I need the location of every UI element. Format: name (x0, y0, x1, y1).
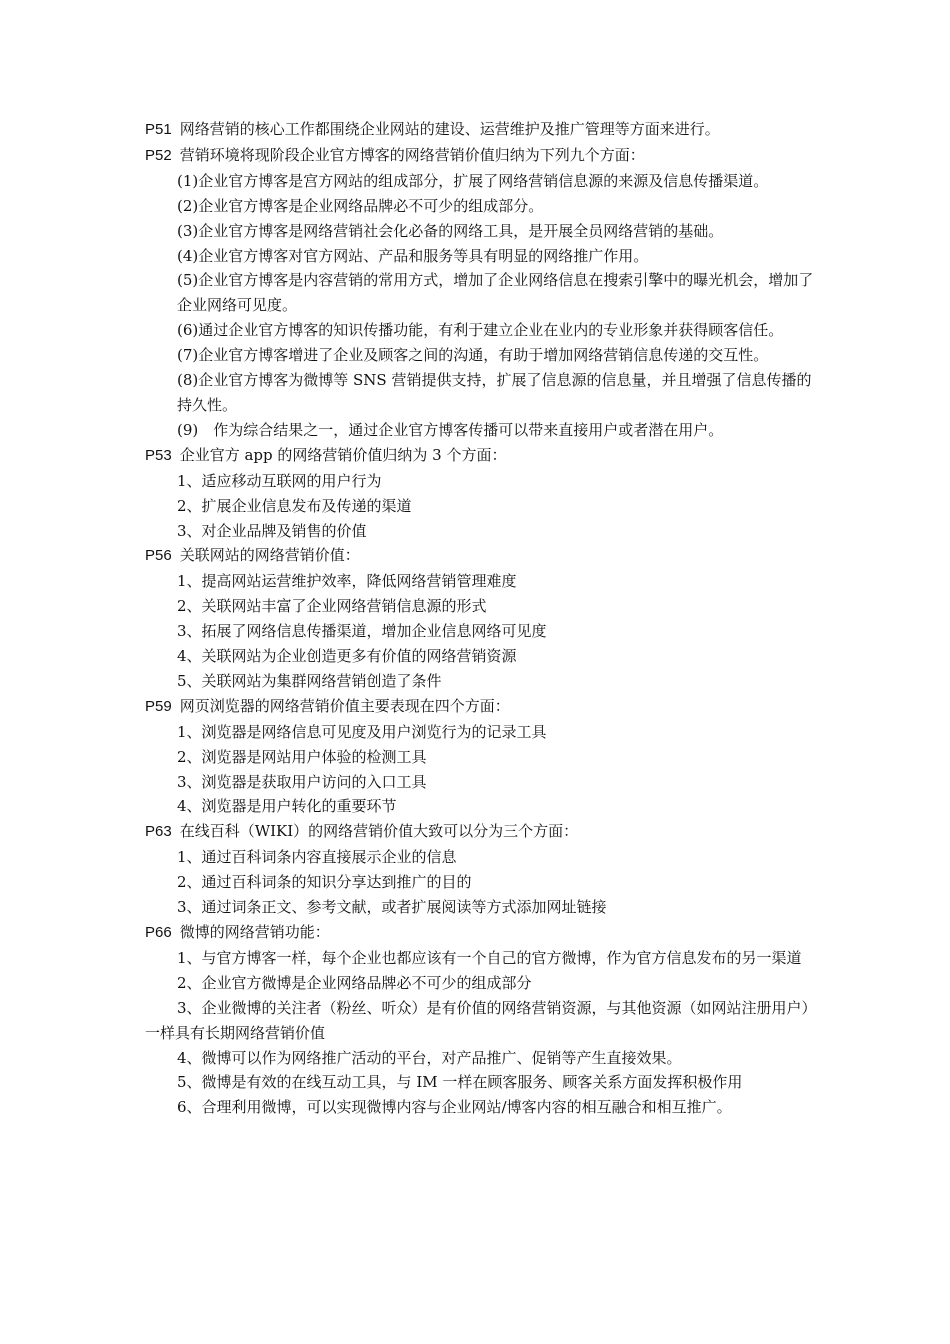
list-item: 1、适应移动互联网的用户行为 (177, 471, 382, 490)
list-item: 3、拓展了网络信息传播渠道，增加企业信息网络可见度 (177, 622, 547, 641)
heading-text: 网页浏览器的网络营销价值主要表现在四个方面： (179, 696, 510, 715)
list-item: 1、提高网站运营维护效率，降低网络营销管理难度 (177, 572, 517, 591)
page-ref: P51 (145, 121, 172, 138)
list-item: 1、与官方博客一样，每个企业也都应该有一个自己的官方微博，作为官方信息发布的另一渠道 (177, 948, 802, 967)
list-item: 2、企业官方微博是企业网络品牌必不可少的组成部分 (177, 973, 532, 992)
list-item: (1)企业官方博客是宫方网站的组成部分，扩展了网络营销信息源的来源及信息传播渠道。 (177, 171, 769, 190)
document-body (145, 117, 815, 1120)
list-item: 3、通过词条正文、参考文献，或者扩展阅读等方式添加网址链接 (177, 898, 607, 917)
list-item: (9) 作为综合结果之一，通过企业官方博客传播可以带来直接用户或者潜在用户。 (177, 420, 724, 439)
section-heading-p59 (145, 694, 815, 720)
section-heading-p66 (145, 920, 815, 946)
list-item: 5、关联网站为集群网络营销创造了条件 (177, 671, 442, 690)
list-item: 4、关联网站为企业创造更多有价值的网络营销资源 (177, 647, 517, 666)
list-item: 4、微博可以作为网络推广活动的平台，对产品推广、促销等产生直接效果。 (177, 1048, 682, 1067)
list-item: 2、浏览器是网站用户体验的检测工具 (177, 747, 427, 766)
list-item: 3、浏览器是获取用户访问的入口工具 (177, 772, 427, 791)
list-item: (3)企业官方博客是网络营销社会化必备的网络工具，是开展全员网络营销的基础。 (177, 221, 724, 240)
page-ref: P52 (145, 146, 172, 164)
list-item: (4)企业官方博客对官方网站、产品和服务等具有明显的网络推广作用。 (177, 246, 649, 265)
list-item: 2、通过百科词条的知识分享达到推广的目的 (177, 873, 472, 892)
list-item: (8)企业官方博客为微博等 SNS 营销提供支持，扩展了信息源的信息量，并且增强了信息传播的持久性。 (177, 371, 812, 414)
section-heading-p63 (145, 819, 815, 845)
list-item: 6、合理利用微博，可以实现微博内容与企业网站/博客内容的相互融合和相互推广。 (177, 1098, 732, 1117)
list-item: 2、关联网站丰富了企业网络营销信息源的形式 (177, 597, 487, 616)
list-item: 3、企业微博的关注者（粉丝、听众）是有价值的网络营销资源，与其他资源（如网站注册用户）一样具有长期网络营销价值 (145, 998, 810, 1042)
page-ref: P59 (145, 697, 172, 715)
page-ref: P56 (145, 547, 172, 565)
section-heading-p56 (145, 543, 815, 569)
heading-text: 关联网站的网络营销价值： (179, 546, 360, 565)
list-item: 1、浏览器是网络信息可见度及用户浏览行为的记录工具 (177, 722, 547, 741)
list-item: 1、通过百科词条内容直接展示企业的信息 (177, 848, 457, 867)
heading-text: 营销环境将现阶段企业官方博客的网络营销价值归纳为下列九个方面： (179, 145, 645, 164)
list-item: 3、对企业品牌及销售的价值 (177, 521, 367, 540)
heading-text: 微博的网络营销功能： (179, 923, 330, 941)
list-item: (7)企业官方博客增进了企业及顾客之间的沟通，有助于增加网络营销信息传递的交互性。 (177, 346, 769, 365)
heading-text: 网络营销的核心工作都围绕企业网站的建设、运营维护及推广管理等方面来进行。 (179, 120, 720, 138)
heading-text: 企业官方 app 的网络营销价值归纳为 3 个方面： (179, 445, 507, 464)
section-heading-p53 (145, 443, 815, 469)
section-heading-p52 (145, 143, 815, 169)
list-item: 2、扩展企业信息发布及传递的渠道 (177, 496, 412, 515)
heading-text: 在线百科（WIKI）的网络营销价值大致可以分为三个方面： (179, 822, 579, 841)
list-item: (2)企业官方博客是企业网络品牌必不可少的组成部分。 (177, 196, 544, 215)
list-item: (5)企业官方博客是内容营销的常用方式，增加了企业网络信息在搜索引擎中的曝光机会，增加了企业网络可见度。 (177, 271, 814, 315)
page-ref: P63 (145, 823, 172, 841)
list-item: 5、微博是有效的在线互动工具，与 IM 一样在顾客服务、顾客关系方面发挥积极作用 (177, 1073, 743, 1092)
page-ref: P53 (145, 446, 172, 464)
list-item: 4、浏览器是用户转化的重要环节 (177, 797, 397, 816)
list-item: (6)通过企业官方博客的知识传播功能，有利于建立企业在业内的专业形象并获得顾客信任。 (177, 321, 784, 340)
page-ref: P66 (145, 924, 172, 941)
section-heading-p51 (145, 117, 815, 143)
